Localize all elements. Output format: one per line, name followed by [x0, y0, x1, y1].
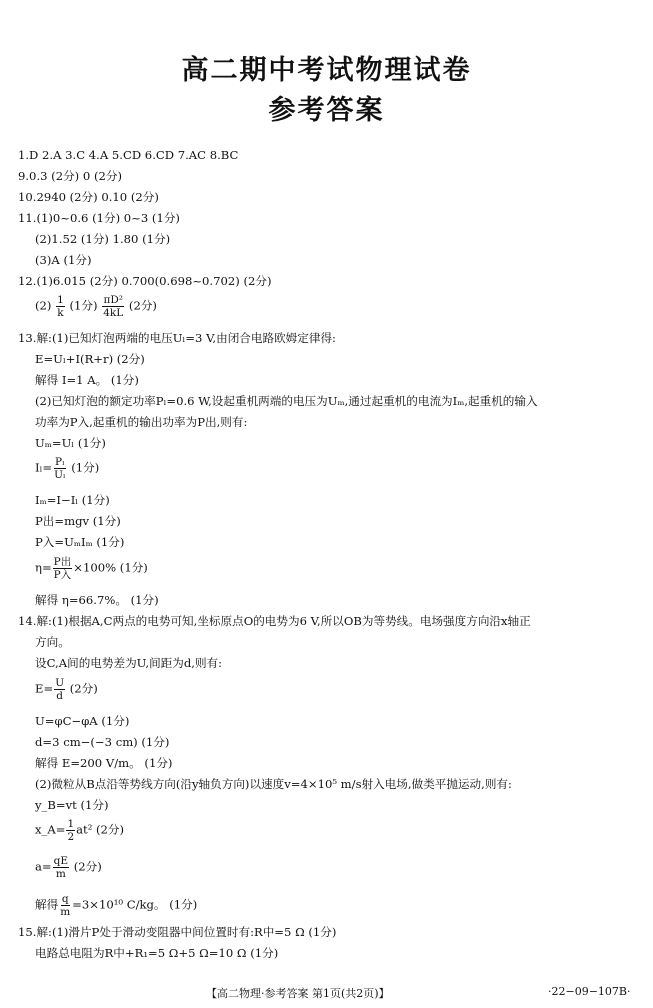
answer-line-q14-u: U=φC−φA (1分) — [35, 714, 130, 728]
footer-page-label: 【高二物理·参考答案 第1页(共2页)】 — [206, 987, 390, 1000]
answer-line-q10: 10.2940 (2分) 0.10 (2分) — [18, 190, 159, 204]
answer-line-q14-1b: 方向。 — [35, 635, 70, 649]
answer-line-q15-2: 电路总电阻为R中+R₁=5 Ω+5 Ω=10 Ω (1分) — [35, 946, 279, 960]
answer-line-q13-res2: 解得 η=66.7%。 (1分) — [35, 593, 159, 607]
answer-line-q13-res1: 解得 I=1 A。 (1分) — [35, 373, 139, 387]
answer-line-q14-a: a= $\frac{qE}{m}$ (2分) — [35, 855, 102, 880]
fraction: $\frac{1}{k}$ — [57, 294, 64, 319]
answer-line-q13-im: Iₘ=I−Iₗ (1分) — [35, 493, 110, 507]
answer-line-q14-xa: x_A= $\frac{1}{2}$ at² (2分) — [35, 818, 125, 843]
answer-line-q13-eq1: E=Uₗ+I(R+r) (2分) — [35, 352, 145, 366]
answer-line-q14-2: (2)微粒从B点沿等势线方向(沿y轴负方向)以速度v=4×10⁵ m/s射入电场,做类平抛运动,则有: — [35, 777, 512, 791]
answer-line-q11-2: (2)1.52 (1分) 1.80 (1分) — [35, 232, 171, 246]
fraction: $\frac{\text{Pₗ}}{\text{Uₗ}}$ — [54, 456, 66, 481]
answer-line-q13-pout: P出=mgv (1分) — [35, 514, 121, 528]
answer-line-q14-e: E= $\frac{U}{d}$ (2分) — [35, 677, 98, 702]
answer-line-q14-set: 设C,A间的电势差为U,间距为d,则有: — [35, 656, 223, 670]
answer-line-q14-d: d=3 cm−(−3 cm) (1分) — [35, 735, 170, 749]
answer-line-q13-2b: 功率为P入,起重机的输出功率为P出,则有: — [35, 415, 248, 429]
fraction: $\frac{q}{m}$ — [60, 893, 71, 918]
answer-line-q13-il: Iₗ= $\frac{\text{Pₗ}}{\text{Uₗ}}$ (1分) — [35, 456, 100, 481]
fraction: $\frac{U}{d}$ — [55, 677, 65, 702]
answer-line-q14-qm: 解得 $\frac{q}{m}$ =3×10¹⁰ C/kg。 (1分) — [35, 893, 198, 918]
answer-line-q12-1: 12.(1)6.015 (2分) 0.700(0.698~0.702) (2分) — [18, 274, 272, 288]
fraction: $\frac{\text{P出}}{\text{P入}}$ — [53, 556, 72, 581]
answer-line-q11-1: 11.(1)0~0.6 (1分) 0~3 (1分) — [18, 211, 180, 225]
answer-line-q13-um: Uₘ=Uₗ (1分) — [35, 436, 106, 450]
footer-doc-code: ·22−09−107B· — [548, 985, 631, 998]
fraction: $\frac{\text{πD²}}{4kL}$ — [103, 294, 124, 319]
answer-line-q13-1: 13.解:(1)已知灯泡两端的电压Uₗ=3 V,由闭合电路欧姆定律得: — [18, 331, 336, 345]
answer-line-q13-pin: P入=UₘIₘ (1分) — [35, 535, 125, 549]
page-title: 高二期中考试物理试卷 — [181, 55, 472, 86]
answer-line-q14-1: 14.解:(1)根据A,C两点的电势可知,坐标原点O的电势为6 V,所以OB为等势线。电场强度方向沿x轴正 — [18, 614, 531, 628]
answer-line-q15-1: 15.解:(1)滑片P处于滑动变阻器中间位置时有:R中=5 Ω (1分) — [18, 925, 337, 939]
answer-line-q11-3: (3)A (1分) — [35, 253, 92, 267]
answer-line-q14-yb: y_B=vt (1分) — [35, 798, 109, 812]
answer-line-q12-2: (2) $\frac{1}{k}$ (1分) $\frac{\text{πD²}}{4kL}$ (2分) — [35, 294, 157, 319]
fraction: $\frac{qE}{m}$ — [53, 855, 69, 880]
page-subtitle: 参考答案 — [268, 95, 385, 126]
answer-line-q14-res1: 解得 E=200 V/m。 (1分) — [35, 756, 173, 770]
answer-line-q13-2a: (2)已知灯泡的额定功率Pₗ=0.6 W,设起重机两端的电压为Uₘ,通过起重机的电流为Iₘ,起重机的输入 — [35, 394, 538, 408]
answer-line-q9: 9.0.3 (2分) 0 (2分) — [18, 169, 122, 183]
answer-line-q13-eta: η= $\frac{\text{P出}}{\text{P入}}$ ×100% (1分) — [35, 556, 148, 581]
fraction: $\frac{1}{2}$ — [67, 818, 75, 843]
answer-line-q1-8: 1.D 2.A 3.C 4.A 5.CD 6.CD 7.AC 8.BC — [18, 148, 239, 162]
